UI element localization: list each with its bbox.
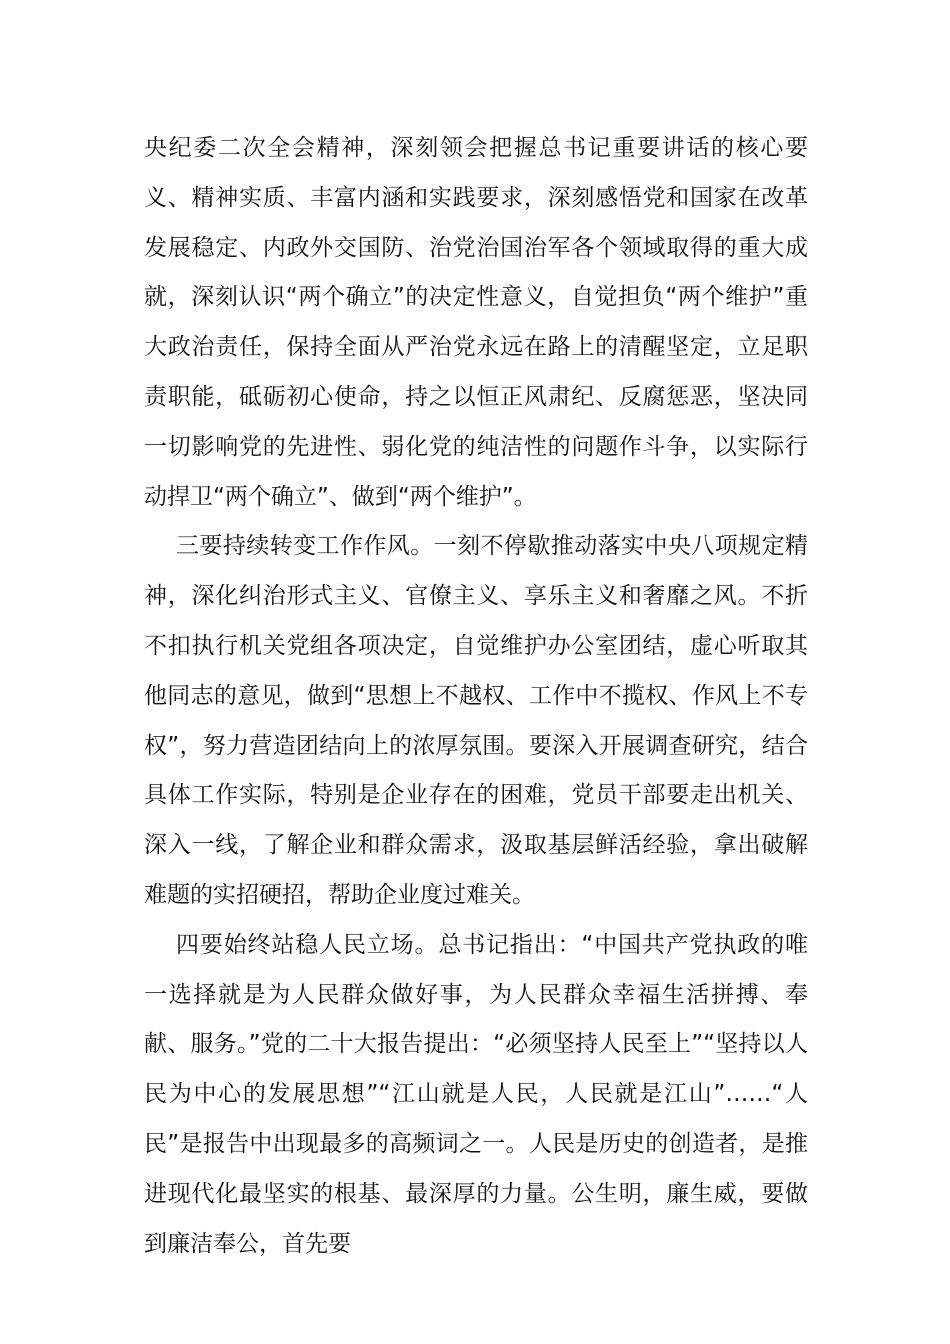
paragraph-3: 四要始终站稳人民立场。总书记指出：“中国共产党执政的唯一选择就是为人民群众做好事，为人民群众幸福生活拼搏、奉献、服务。”党的二十大报告提出：“必须坚持人民至上”“坚持以人民为中心的发展思想”“江山就是人民，人民就是江山”……“人民”是报告中出现最多的高频词之一。人民是历史的创造者，是推进现代化最坚实的根基、最深厚的力量。公生明，廉生威，要做到廉洁奉公，首先要 xyxy=(144,931,808,1257)
document-body xyxy=(144,124,808,1269)
paragraph-2: 三要持续转变工作作风。一刻不停歇推动落实中央八项规定精神，深化纠治形式主义、官僚主义、享乐主义和奢靡之风。不折不扣执行机关党组各项决定，自觉维护办公室团结，虚心听取其他同志的意见，做到“思想上不越权、工作中不揽权、作风上不专权”，努力营造团结向上的浓厚氛围。要深入开展调查研究，结合具体工作实际，特别是企业存在的困难，党员干部要走出机关、深入一线，了解企业和群众需求，汲取基层鲜活经验，拿出破解难题的实招硬招，帮助企业度过难关。 xyxy=(144,533,808,908)
paragraph-1: 央纪委二次全会精神，深刻领会把握总书记重要讲话的核心要义、精神实质、丰富内涵和实践要求，深刻感悟党和国家在改革发展稳定、内政外交国防、治党治国治军各个领域取得的重大成就，深刻认识“两个确立”的决定性意义，自觉担负“两个维护”重大政治责任，保持全面从严治党永远在路上的清醒坚定，立足职责职能，砥砺初心使命，持之以恒正风肃纪、反腐惩恶，坚决同一切影响党的先进性、弱化党的纯洁性的问题作斗争，以实际行动捍卫“两个确立”、做到“两个维护”。 xyxy=(144,135,808,510)
